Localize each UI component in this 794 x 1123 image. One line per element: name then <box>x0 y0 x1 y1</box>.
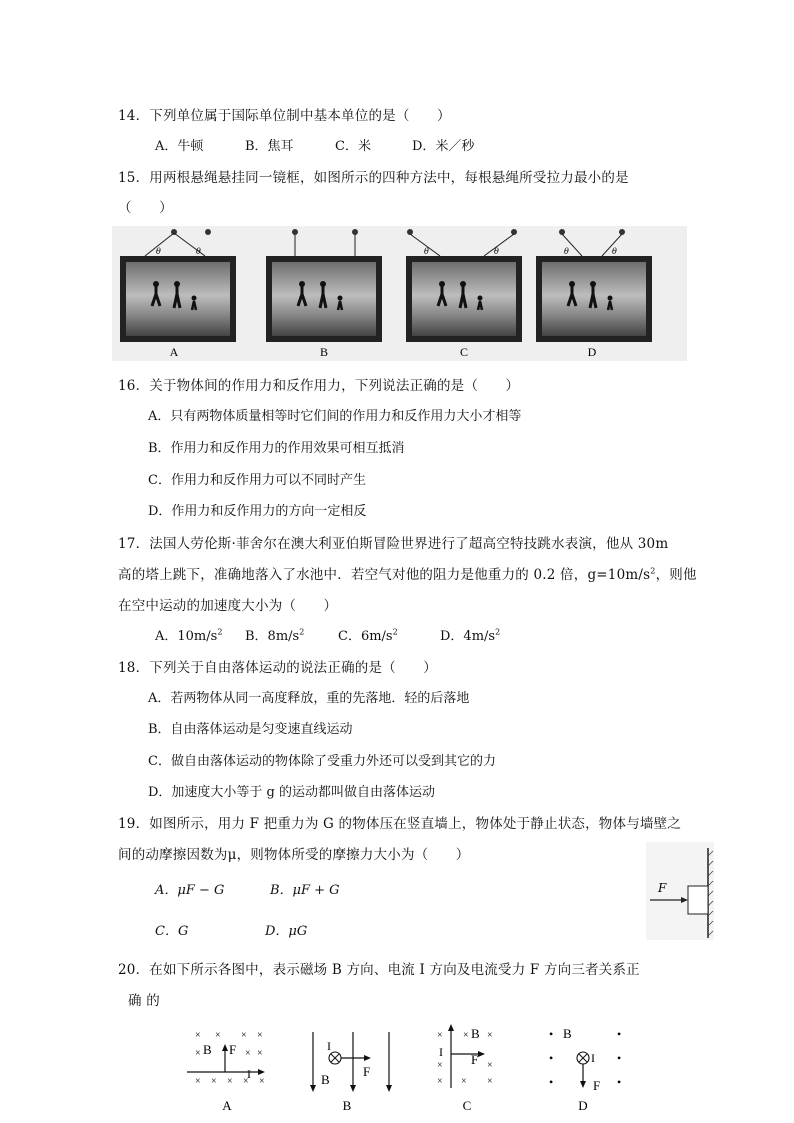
b-f-label: F <box>363 1064 371 1079</box>
q19-line1: 19．如图所示，用力 F 把重力为 G 的物体压在竖直墙上，物体处于静止状态，物体与墙壁之 <box>118 816 681 832</box>
a-x10: × <box>227 1076 233 1087</box>
d-dot5: • <box>549 1075 554 1089</box>
q19-line2: 间的动摩擦因数为μ，则物体所受的摩擦力大小为（ ） <box>118 847 470 863</box>
diagram-d <box>549 1026 621 1113</box>
q17-option-d-sup: 2 <box>495 627 501 637</box>
q19-option-d: D．μG <box>265 924 308 939</box>
q19-option-b: B．μF + G <box>270 883 340 898</box>
a-x8: × <box>195 1076 201 1087</box>
a-i-label: I <box>247 1067 251 1081</box>
d-dot1: • <box>549 1027 554 1041</box>
q19-wall-figure <box>646 842 714 940</box>
q18-stem: 18．下列关于自由落体运动的说法正确的是（ ） <box>118 660 437 676</box>
frame-c-angle: θ <box>424 247 429 256</box>
a-x11: × <box>243 1076 249 1087</box>
q19-force-label: F <box>658 881 667 895</box>
d-dot4: • <box>617 1051 622 1065</box>
a-b-label: B <box>203 1042 212 1057</box>
q14-option-a: A．牛顿 <box>155 139 204 154</box>
frame-a-angle: θ <box>156 247 161 256</box>
q17-option-c-sup: 2 <box>392 627 398 637</box>
diagram-c <box>437 1024 493 1113</box>
q17-line3: 在空中运动的加速度大小为（ ） <box>118 598 338 614</box>
c-x6: × <box>437 1076 443 1087</box>
diagram-a-label: A <box>222 1098 232 1113</box>
d-b-label: B <box>563 1026 572 1041</box>
a-x6: × <box>245 1048 251 1059</box>
frame-d-angle-right: θ <box>612 247 617 256</box>
a-x3: × <box>241 1030 247 1041</box>
a-x1: × <box>195 1030 201 1041</box>
q17-line2-sup: 2 <box>650 566 656 576</box>
d-dot2: • <box>617 1027 622 1041</box>
q17-line2 <box>118 563 697 583</box>
q18-option-c: C．做自由落体运动的物体除了受重力外还可以受到其它的力 <box>148 754 496 769</box>
q17-option-c-text: C．6m/s <box>338 629 393 644</box>
d-dot6: • <box>617 1075 622 1089</box>
q14-stem: 14．下列单位属于国际单位制中基本单位的是（ ） <box>118 108 451 124</box>
q17-option-b-sup: 2 <box>299 627 305 637</box>
frame-c-label: C <box>459 345 469 359</box>
q20-line1: 20．在如下所示各图中，表示磁场 B 方向、电流 I 方向及电流受力 F 方向三者关系正 <box>118 962 640 978</box>
frame-d-angle: θ <box>564 247 569 256</box>
diagram-d-label: D <box>578 1098 588 1113</box>
q17-option-b <box>245 625 304 644</box>
c-x8: × <box>487 1076 493 1087</box>
q16-option-b: B．作用力和反作用力的作用效果可相互抵消 <box>148 441 405 456</box>
q17-option-d-text: D．4m/s <box>440 629 496 644</box>
q15-stem-line1: 15．用两根悬绳悬挂同一镜框，如图所示的四种方法中，每根悬绳所受拉力最小的是 <box>118 170 629 186</box>
q20-line2: 确 的 <box>128 993 160 1009</box>
c-i-label: I <box>439 1045 443 1059</box>
a-f-label: F <box>229 1042 237 1057</box>
a-x5: × <box>195 1048 201 1059</box>
frame-d-label: D <box>587 345 597 359</box>
a-x9: × <box>211 1076 217 1087</box>
a-x7: × <box>257 1048 263 1059</box>
q19-option-a: A．μF − G <box>155 883 225 898</box>
q17-option-a <box>155 625 222 644</box>
q17-line1: 17．法国人劳伦斯·菲舍尔在澳大利亚伯斯冒险世界进行了超高空特技跳水表演，他从 30m <box>118 536 669 552</box>
q16-option-d: D．作用力和反作用力的方向一定相反 <box>148 504 367 519</box>
diagram-b-label: B <box>342 1098 352 1113</box>
c-f-label: F <box>471 1052 479 1067</box>
q16-option-c: C．作用力和反作用力可以不同时产生 <box>148 473 366 488</box>
b-i-label: I <box>327 1039 331 1053</box>
q17-line2-b: ，则他 <box>655 567 697 583</box>
d-i-label: I <box>591 1051 595 1065</box>
diagram-b <box>310 1032 392 1113</box>
q16-stem: 16．关于物体间的作用力和反作用力，下列说法正确的是（ ） <box>118 378 520 394</box>
q17-option-c <box>338 625 398 644</box>
q18-option-d: D．加速度大小等于 g 的运动都叫做自由落体运动 <box>148 785 436 800</box>
q20-field-figures <box>185 1022 635 1114</box>
a-x12: × <box>259 1076 265 1087</box>
c-x5: × <box>487 1060 493 1071</box>
q17-line2-a: 高的塔上跳下，准确地落入了水池中．若空气对他的阻力是他重力的 0.2 倍，g=10m/s <box>118 567 651 583</box>
c-x3: × <box>487 1030 493 1041</box>
q15-stem-line2: （ ） <box>118 200 173 216</box>
q14-option-b: B．焦耳 <box>245 139 294 154</box>
q15-frames-figure <box>112 226 687 361</box>
q18-option-a: A．若两物体从同一高度释放，重的先落地．轻的后落地 <box>148 691 470 706</box>
a-x2: × <box>215 1030 221 1041</box>
b-b-label: B <box>321 1072 330 1087</box>
a-x4: × <box>257 1030 263 1041</box>
c-x7: × <box>461 1076 467 1087</box>
c-b-label: B <box>471 1026 480 1041</box>
c-x4: × <box>437 1060 443 1071</box>
d-f-label: F <box>593 1078 601 1093</box>
q16-option-a: A．只有两物体质量相等时它们间的作用力和反作用力大小才相等 <box>148 409 522 424</box>
frame-a-label: A <box>169 345 179 359</box>
diagram-c-label: C <box>462 1098 472 1113</box>
q17-option-a-sup: 2 <box>217 627 223 637</box>
c-x2: × <box>463 1030 469 1041</box>
frame-a-angle-right: θ <box>196 247 201 256</box>
q18-option-b: B．自由落体运动是匀变速直线运动 <box>148 722 353 737</box>
d-dot3: • <box>549 1051 554 1065</box>
q17-option-b-text: B．8m/s <box>245 629 300 644</box>
q19-option-c: C．G <box>155 924 189 939</box>
q14-option-c: C．米 <box>335 139 371 154</box>
frame-c-angle-right: θ <box>494 247 499 256</box>
q17-option-d <box>440 625 500 644</box>
frame-b-label: B <box>319 345 329 359</box>
diagram-a <box>187 1030 265 1113</box>
q14-option-d: D．米／秒 <box>412 139 475 154</box>
q17-option-a-text: A．10m/s <box>155 629 218 644</box>
c-x1: × <box>437 1030 443 1041</box>
